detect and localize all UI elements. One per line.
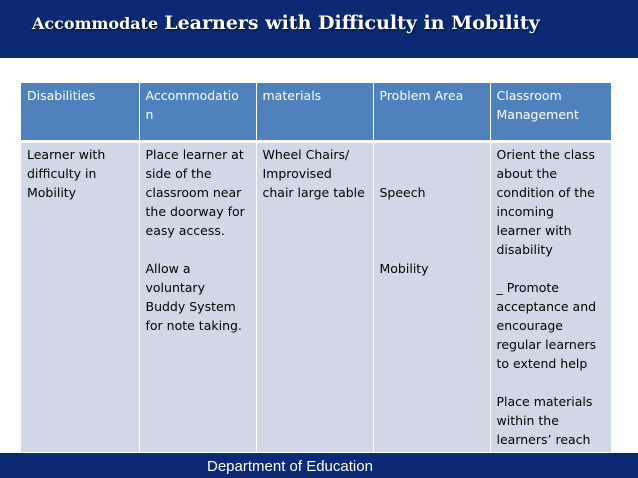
cell-text-line: Wheel Chairs/ xyxy=(262,146,350,162)
header-disabilities xyxy=(21,83,139,141)
cell-text-line: to extend help xyxy=(496,355,588,371)
cell-text-line: within the xyxy=(496,412,559,428)
cell-classroom-management xyxy=(490,141,611,452)
cell-text-line: voluntary xyxy=(145,279,205,295)
cell-text-line: easy access. xyxy=(145,222,225,238)
paragraph-gap xyxy=(380,240,484,259)
header-disabilities-line-1: Disabilities xyxy=(27,88,96,103)
paragraph-gap xyxy=(497,259,606,278)
paragraph-gap xyxy=(146,240,250,259)
table-row xyxy=(21,141,611,452)
footer-text: Department of Education xyxy=(207,458,373,475)
cell-text-line: Mobility xyxy=(27,184,77,200)
header-classroom-management xyxy=(490,83,611,141)
cell-text-line: Improvised xyxy=(262,165,332,181)
cell-text-line: the doorway for xyxy=(145,203,245,219)
cell-text-line: Orient the class xyxy=(496,146,595,162)
cell-text-line: acceptance and xyxy=(496,298,597,314)
paragraph-gap xyxy=(380,202,484,221)
cell-disabilities xyxy=(21,141,139,452)
cell-text-line: side of the xyxy=(145,165,212,181)
header-accommodation xyxy=(139,83,256,141)
cell-text-line: chair large table xyxy=(262,184,365,200)
header-materials-line-1: materials xyxy=(262,88,322,103)
cell-materials xyxy=(256,141,373,452)
paragraph-gap xyxy=(380,145,484,164)
cell-text-line: learners’ reach xyxy=(496,431,591,447)
cell-text-line: learner with xyxy=(496,222,572,238)
header-accommodation-line-1: Accommodatio xyxy=(145,88,239,103)
cell-text-line: Buddy System xyxy=(145,298,236,314)
cell-text-line: Mobility xyxy=(379,260,429,276)
cell-text-line: classroom near xyxy=(145,184,242,200)
cell-text-line: Place materials xyxy=(496,393,593,409)
slide-title-part2: Learners with Difficulty in Mobility xyxy=(164,12,540,34)
cell-text-line: difficulty in xyxy=(27,165,97,181)
cell-text-line: Allow a xyxy=(145,260,191,276)
paragraph-gap xyxy=(380,221,484,240)
header-classroom-management-line-1: Classroom xyxy=(496,88,562,103)
cell-text-line: regular learners xyxy=(496,336,597,352)
cell-text-line: Learner with xyxy=(27,146,106,162)
header-problem-area xyxy=(373,83,490,141)
cell-text-line: disability xyxy=(496,241,553,257)
table-header-row xyxy=(21,83,611,141)
cell-text-line: encourage xyxy=(496,317,563,333)
slide-title-part1: Accommodate xyxy=(32,14,159,33)
cell-accommodation xyxy=(139,141,256,452)
accommodation-table xyxy=(21,83,611,452)
cell-text-line: _ Promote xyxy=(496,279,559,295)
cell-text-line: condition of the xyxy=(496,184,595,200)
slide-title xyxy=(32,12,540,34)
cell-text-line: about the xyxy=(496,165,558,181)
header-classroom-management-line-2: Management xyxy=(496,107,579,122)
cell-text-line: Speech xyxy=(379,184,426,200)
cell-text-line: for note taking. xyxy=(145,317,242,333)
header-problem-area-line-1: Problem Area xyxy=(379,88,464,103)
paragraph-gap xyxy=(497,373,606,392)
header-materials xyxy=(256,83,373,141)
header-accommodation-line-2: n xyxy=(145,107,154,122)
paragraph-gap xyxy=(380,164,484,183)
cell-problem-area xyxy=(373,141,490,452)
cell-text-line: Place learner at xyxy=(145,146,244,162)
cell-text-line: incoming xyxy=(496,203,554,219)
